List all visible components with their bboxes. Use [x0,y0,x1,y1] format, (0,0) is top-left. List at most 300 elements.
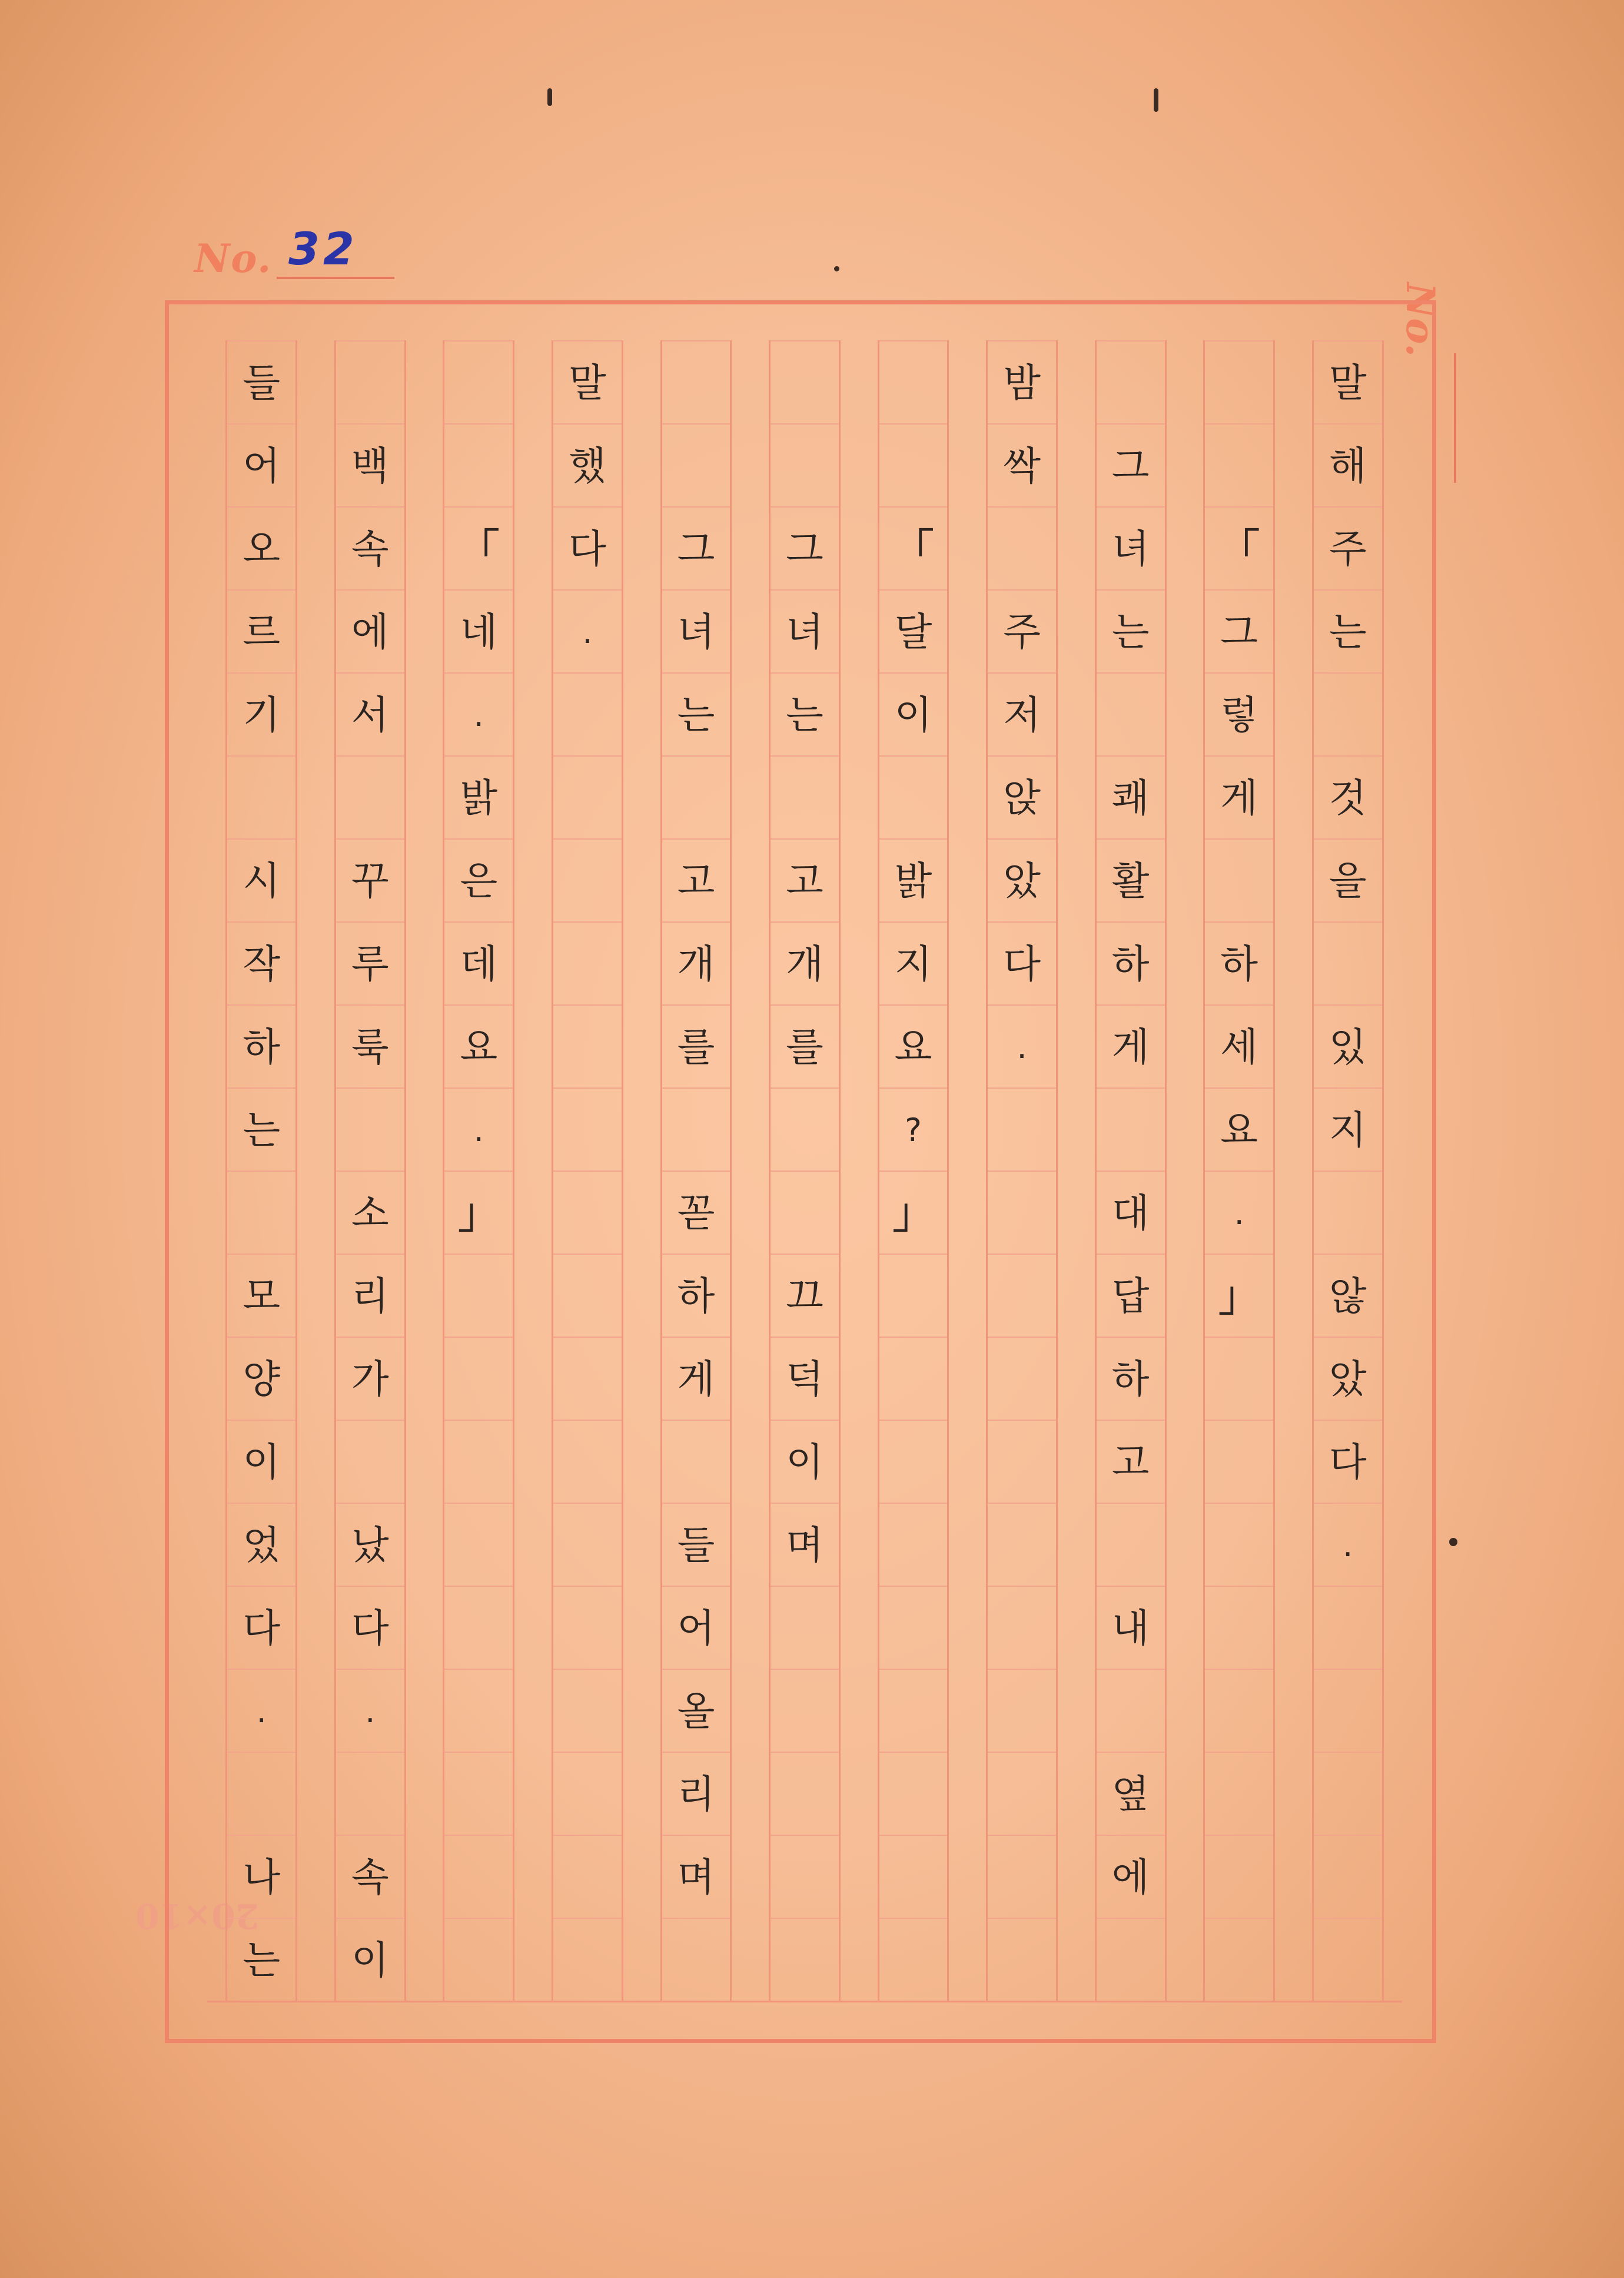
manuscript-cell [1205,838,1273,923]
manuscript-cell [879,1503,948,1587]
manuscript-cell [1097,1669,1165,1753]
manuscript-cell [771,589,839,674]
manuscript-cell [1205,672,1273,757]
manuscript-cell [662,340,730,425]
handwritten-character: 말 [1329,360,1367,406]
handwritten-character: 게 [1111,1024,1150,1070]
manuscript-cell [336,1752,404,1836]
manuscript-cell [662,1835,730,1919]
number-underline-right [1454,353,1456,483]
manuscript-cell [988,1170,1056,1255]
manuscript-cell [1205,1170,1273,1255]
handwritten-character: 다 [569,526,606,572]
handwritten-character: 꾸 [351,858,389,904]
manuscript-cell [444,755,513,840]
handwritten-character: 하 [1111,941,1150,987]
manuscript-column [986,340,1058,2001]
handwritten-character: 했 [569,443,606,489]
handwritten-character: 주 [1329,526,1367,572]
manuscript-cell [227,1170,295,1255]
manuscript-cell [1314,1337,1382,1421]
handwritten-character: 올 [677,1688,715,1734]
manuscript-cell [1314,921,1382,1006]
manuscript-cell [1314,1170,1382,1255]
manuscript-column [660,340,732,2001]
manuscript-cell [771,423,839,508]
manuscript-cell [1314,672,1382,757]
manuscript-cell [1314,589,1382,674]
manuscript-cell [1205,1918,1273,2002]
handwritten-character: . [1234,1194,1244,1232]
manuscript-cell [1097,1586,1165,1670]
handwritten-character: 룩 [351,1024,389,1070]
handwritten-character: 」 [1218,1272,1260,1321]
manuscript-cell [771,1420,839,1504]
handwritten-character: 밝 [894,858,932,904]
manuscript-cell [771,340,839,425]
manuscript-cell [662,1752,730,1836]
manuscript-cell [662,1420,730,1504]
manuscript-cell [662,1918,730,2002]
manuscript-cell [879,838,948,923]
manuscript-cell [1314,755,1382,840]
manuscript-cell [1205,1004,1273,1089]
handwritten-character: 요 [1220,1107,1258,1153]
manuscript-cell [662,1170,730,1255]
manuscript-cell [444,1669,513,1753]
manuscript-cell [662,506,730,591]
handwritten-character: 하 [1220,941,1258,987]
manuscript-grid [207,340,1402,2001]
manuscript-cell [662,1004,730,1089]
manuscript-cell [988,672,1056,757]
handwritten-character: 지 [1329,1107,1367,1153]
manuscript-cell [771,672,839,757]
handwritten-character: 은 [460,858,498,904]
handwritten-character: 들 [243,360,281,406]
handwritten-character: 는 [243,1107,281,1153]
manuscript-cell [662,755,730,840]
manuscript-cell [444,1337,513,1421]
manuscript-cell [336,1586,404,1670]
manuscript-cell [1097,423,1165,508]
handwritten-character: 세 [1220,1024,1258,1070]
manuscript-cell [553,1254,622,1338]
handwritten-character: 활 [1111,858,1150,904]
handwritten-character: 며 [786,1522,823,1568]
manuscript-cell [771,1337,839,1421]
handwritten-character: 싹 [1003,443,1041,489]
manuscript-cell [227,1004,295,1089]
manuscript-cell [1205,921,1273,1006]
ink-speck [834,266,839,271]
handwritten-character: 않 [1329,1273,1367,1319]
handwritten-character: 게 [677,1356,715,1402]
manuscript-cell [771,1669,839,1753]
manuscript-cell [662,423,730,508]
handwritten-character: 게 [1220,775,1258,821]
handwritten-character: 녀 [677,609,715,655]
manuscript-cell [1205,1087,1273,1172]
handwritten-character: 기 [243,692,281,738]
manuscript-cell [1097,589,1165,674]
manuscript-cell [1314,506,1382,591]
manuscript-cell [336,672,404,757]
manuscript-cell [227,1752,295,1836]
manuscript-cell [1097,1835,1165,1919]
manuscript-cell [1314,1835,1382,1919]
manuscript-cell [662,921,730,1006]
handwritten-character: 다 [351,1605,389,1651]
handwritten-character: 「 [1218,525,1260,573]
number-underline [277,277,394,279]
manuscript-cell [771,1835,839,1919]
handwritten-character: 서 [351,692,389,738]
handwritten-character: 답 [1111,1273,1150,1319]
handwritten-character: 이 [243,1439,281,1485]
handwritten-character: . [582,613,593,651]
handwritten-character: 고 [786,858,823,904]
handwritten-character: 다 [1003,941,1041,987]
ink-speck [1449,1538,1457,1546]
manuscript-cell [771,921,839,1006]
manuscript-cell [553,1918,622,2002]
manuscript-cell [1314,1004,1382,1089]
manuscript-column [1203,340,1275,2001]
manuscript-cell [553,838,622,923]
handwritten-character: 달 [894,609,932,655]
manuscript-cell [771,506,839,591]
manuscript-cell [879,1669,948,1753]
handwritten-character: 리 [351,1273,389,1319]
manuscript-cell [227,1669,295,1753]
manuscript-cell [553,1087,622,1172]
manuscript-cell [1097,1087,1165,1172]
manuscript-cell [1097,1254,1165,1338]
handwritten-character: 그 [677,526,715,572]
manuscript-column [225,340,297,2001]
manuscript-cell [1097,1170,1165,1255]
manuscript-cell [988,838,1056,923]
manuscript-cell [1205,1337,1273,1421]
manuscript-cell [1097,1004,1165,1089]
handwritten-character: 어 [677,1605,715,1651]
manuscript-cell [553,506,622,591]
manuscript-cell [771,1170,839,1255]
manuscript-cell [227,1835,295,1919]
manuscript-cell [879,1752,948,1836]
handwritten-character: 백 [351,443,389,489]
manuscript-cell [662,1087,730,1172]
handwritten-character: 는 [1111,609,1150,655]
manuscript-cell [1205,589,1273,674]
handwritten-character: 며 [677,1854,715,1900]
handwritten-character: 개 [786,941,823,987]
manuscript-cell [771,1752,839,1836]
manuscript-cell [662,589,730,674]
handwritten-character: 에 [1111,1854,1150,1900]
manuscript-cell [879,340,948,425]
handwritten-character: 하 [677,1273,715,1319]
manuscript-cell [1205,1669,1273,1753]
handwritten-character: 양 [243,1356,281,1402]
handwritten-character: 를 [677,1024,715,1070]
manuscript-cell [1205,506,1273,591]
handwritten-character: 다 [243,1605,281,1651]
manuscript-cell [1097,838,1165,923]
handwritten-character: 저 [1003,692,1041,738]
manuscript-column [769,340,841,2001]
manuscript-cell [988,921,1056,1006]
manuscript-cell [662,1254,730,1338]
manuscript-cell [988,1918,1056,2002]
handwritten-character: 개 [677,941,715,987]
handwritten-character: 가 [351,1356,389,1402]
handwritten-character: 았 [1003,858,1041,904]
manuscript-cell [1097,921,1165,1006]
manuscript-cell [1205,340,1273,425]
handwritten-character: 녀 [1111,526,1150,572]
manuscript-column [1095,340,1167,2001]
manuscript-cell [1205,1752,1273,1836]
manuscript-cell [336,423,404,508]
manuscript-cell [988,1503,1056,1587]
manuscript-cell [336,1835,404,1919]
handwritten-character: 밝 [460,775,498,821]
manuscript-cell [879,1254,948,1338]
page-number: 32 [288,223,358,275]
handwritten-character: 어 [243,443,281,489]
handwritten-character: 쾌 [1111,775,1150,821]
manuscript-cell [444,340,513,425]
manuscript-cell [444,1087,513,1172]
manuscript-cell [879,423,948,508]
manuscript-cell [988,1004,1056,1089]
manuscript-cell [553,1835,622,1919]
handwritten-character: 나 [243,1854,281,1900]
manuscript-cell [879,672,948,757]
manuscript-cell [879,1087,948,1172]
manuscript-cell [553,1420,622,1504]
handwritten-character: 녀 [786,609,823,655]
manuscript-column [878,340,949,2001]
manuscript-cell [227,340,295,425]
manuscript-cell [553,1669,622,1753]
manuscript-cell [227,423,295,508]
manuscript-cell [879,1586,948,1670]
handwritten-character: 「 [892,525,934,573]
grid-bottom-rule [207,2001,1402,2002]
manuscript-cell [988,589,1056,674]
handwritten-character: 지 [894,941,932,987]
handwritten-character: 요 [894,1024,932,1070]
manuscript-cell [227,1503,295,1587]
manuscript-cell [1097,755,1165,840]
manuscript-cell [1314,1669,1382,1753]
handwritten-character: 「 [458,525,500,573]
handwritten-character: . [473,1111,484,1149]
handwritten-character: 났 [351,1522,389,1568]
manuscript-cell [227,1254,295,1338]
handwritten-character: . [1017,1028,1027,1066]
manuscript-cell [444,1586,513,1670]
handwritten-character: 주 [1003,609,1041,655]
handwritten-character: 에 [351,609,389,655]
number-label: No. [194,236,273,281]
handwritten-character: 있 [1329,1024,1367,1070]
handwritten-character: 속 [351,1854,389,1900]
handwritten-character: 꼳 [677,1190,715,1236]
manuscript-cell [553,755,622,840]
manuscript-cell [988,1420,1056,1504]
manuscript-cell [771,755,839,840]
manuscript-cell [988,423,1056,508]
handwritten-character: 작 [243,941,281,987]
handwritten-character: 렇 [1220,692,1258,738]
handwritten-character: 해 [1329,443,1367,489]
manuscript-cell [988,755,1056,840]
manuscript-column [1312,340,1384,2001]
manuscript-cell [227,1087,295,1172]
handwritten-character: 것 [1329,775,1367,821]
manuscript-cell [771,838,839,923]
manuscript-cell [336,838,404,923]
manuscript-cell [771,1503,839,1587]
handwritten-character: 고 [677,858,715,904]
handwritten-character: 었 [243,1522,281,1568]
manuscript-cell [1205,755,1273,840]
manuscript-cell [1097,340,1165,425]
handwritten-character: 네 [460,609,498,655]
manuscript-cell [336,755,404,840]
manuscript-cell [553,340,622,425]
handwritten-character: 는 [1329,609,1367,655]
handwritten-character: 이 [351,1937,389,1983]
manuscript-cell [988,1254,1056,1338]
manuscript-cell [553,921,622,1006]
handwritten-character: . [365,1692,376,1730]
handwritten-character: 고 [1111,1439,1150,1485]
handwritten-character: 하 [243,1024,281,1070]
manuscript-cell [662,838,730,923]
ink-speck [547,88,552,106]
manuscript-cell [988,340,1056,425]
handwritten-character: 리 [677,1771,715,1817]
manuscript-cell [336,921,404,1006]
manuscript-cell [1097,1420,1165,1504]
manuscript-cell [444,589,513,674]
manuscript-cell [1314,423,1382,508]
handwritten-character: 모 [243,1273,281,1319]
manuscript-cell [553,1170,622,1255]
handwritten-character: 는 [677,692,715,738]
manuscript-cell [553,1586,622,1670]
manuscript-cell [227,1586,295,1670]
manuscript-cell [227,755,295,840]
handwritten-character: . [1343,1526,1353,1564]
handwritten-character: 그 [786,526,823,572]
handwritten-character: 이 [894,692,932,738]
manuscript-column [552,340,623,2001]
manuscript-cell [879,1004,948,1089]
manuscript-cell [988,1669,1056,1753]
manuscript-cell [988,1337,1056,1421]
manuscript-cell [444,1503,513,1587]
manuscript-cell [553,672,622,757]
manuscript-cell [1314,1420,1382,1504]
handwritten-character: 말 [569,360,606,406]
manuscript-cell [336,506,404,591]
manuscript-cell [771,1918,839,2002]
handwritten-character: 이 [786,1439,823,1485]
manuscript-cell [553,423,622,508]
manuscript-cell [879,755,948,840]
manuscript-cell [662,672,730,757]
manuscript-cell [336,340,404,425]
handwritten-character: 들 [677,1522,715,1568]
handwritten-character: 는 [243,1937,281,1983]
manuscript-cell [1314,1503,1382,1587]
handwritten-character: . [256,1692,267,1730]
manuscript-cell [1314,838,1382,923]
manuscript-cell [1205,1586,1273,1670]
manuscript-cell [879,1170,948,1255]
manuscript-cell [553,1337,622,1421]
manuscript-cell [444,1254,513,1338]
handwritten-character: 는 [786,692,823,738]
handwritten-character: 하 [1111,1356,1150,1402]
manuscript-cell [336,1087,404,1172]
manuscript-cell [553,1752,622,1836]
manuscript-cell [227,1918,295,2002]
manuscript-cell [444,838,513,923]
manuscript-cell [879,506,948,591]
handwritten-character: 끄 [786,1273,823,1319]
manuscript-cell [879,1337,948,1421]
manuscript-cell [444,423,513,508]
manuscript-cell [1314,1752,1382,1836]
manuscript-cell [444,921,513,1006]
manuscript-cell [444,1170,513,1255]
handwritten-character: . [473,696,484,734]
manuscript-cell [553,1503,622,1587]
manuscript-cell [988,1087,1056,1172]
manuscript-cell [662,1503,730,1587]
manuscript-cell [336,1170,404,1255]
handwritten-character: 시 [243,858,281,904]
handwritten-character: 았 [1329,1356,1367,1402]
manuscript-cell [1314,340,1382,425]
manuscript-cell [444,672,513,757]
handwritten-character: 」 [458,1189,500,1238]
manuscript-cell [553,1004,622,1089]
manuscript-cell [444,1835,513,1919]
manuscript-cell [444,1918,513,2002]
handwritten-character: 루 [351,941,389,987]
handwritten-character: 밤 [1003,360,1041,406]
manuscript-cell [336,1254,404,1338]
manuscript-cell [336,1503,404,1587]
manuscript-cell [1097,1337,1165,1421]
handwritten-character: ? [905,1111,922,1149]
handwritten-character: 속 [351,526,389,572]
manuscript-cell [879,1835,948,1919]
manuscript-cell [1097,506,1165,591]
handwritten-character: 다 [1329,1439,1367,1485]
manuscript-cell [1314,1918,1382,2002]
manuscript-cell [662,1669,730,1753]
manuscript-cell [1097,672,1165,757]
